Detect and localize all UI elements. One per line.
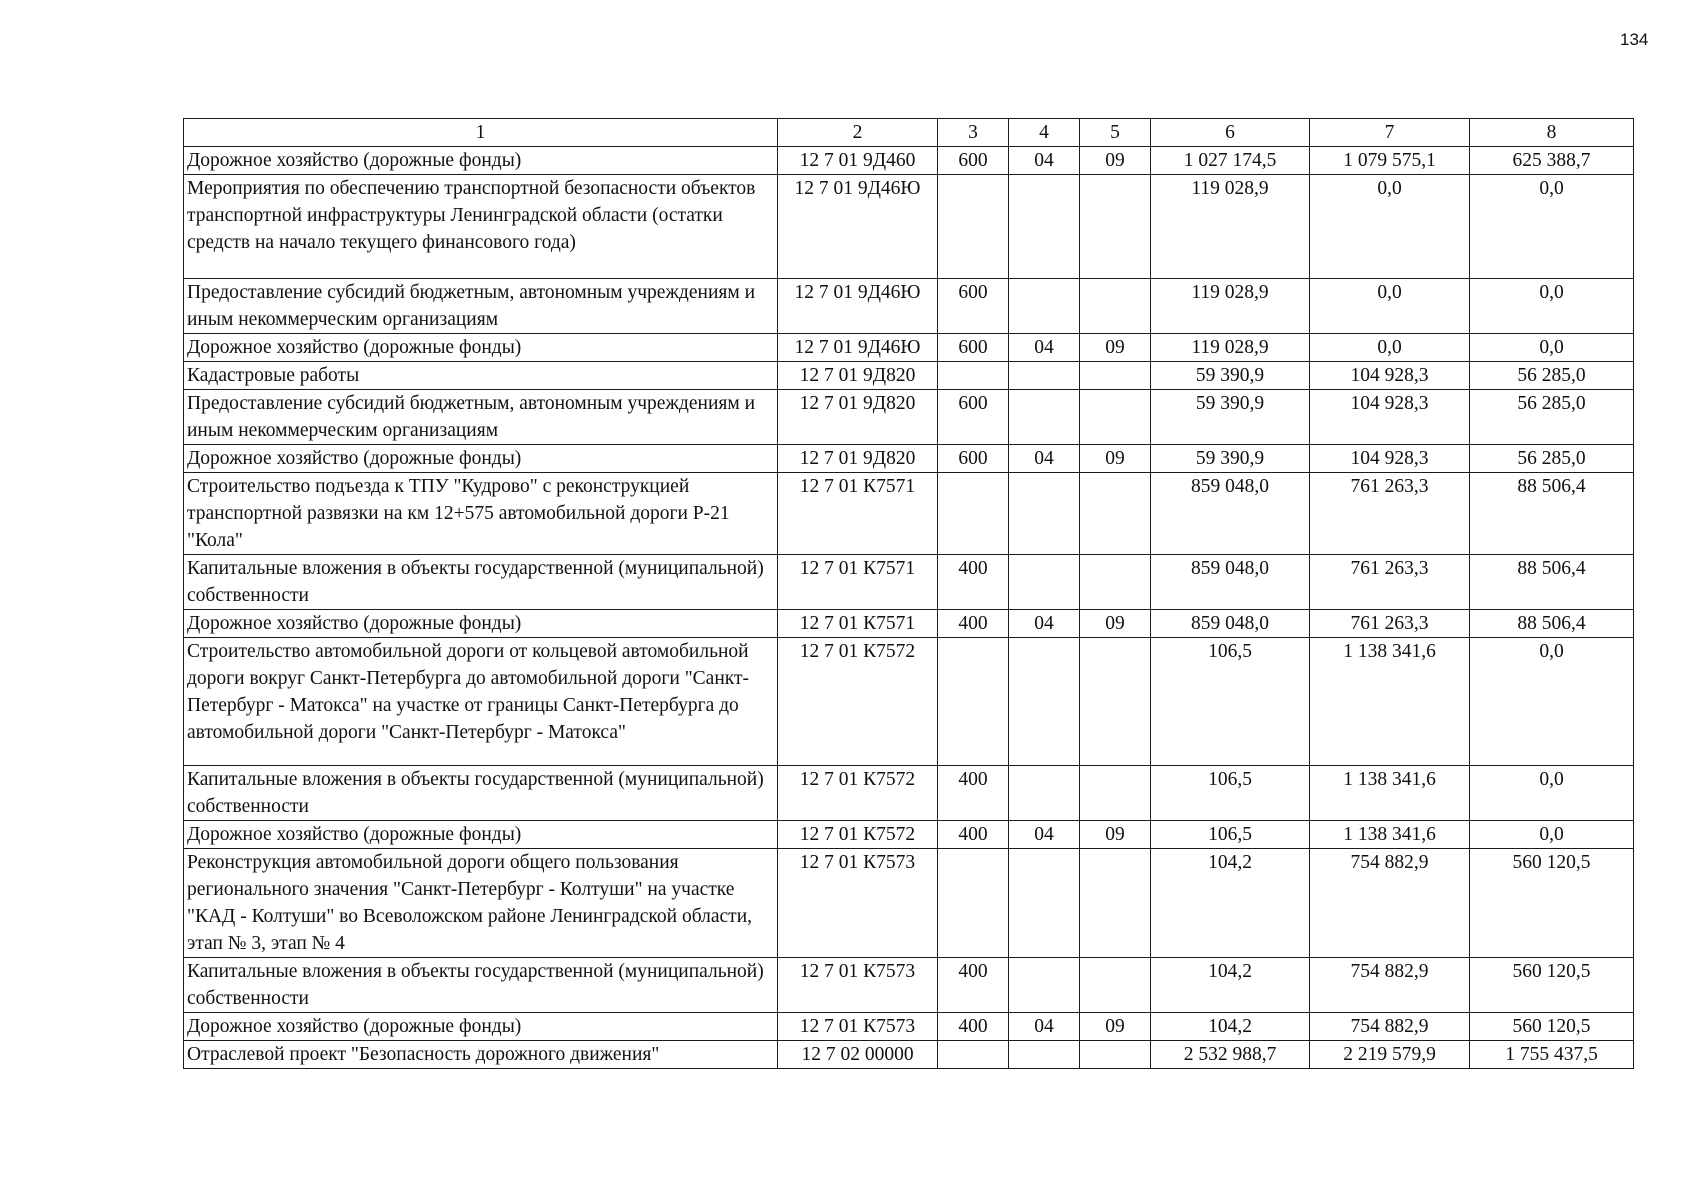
row-value-7: 2 219 579,9	[1310, 1041, 1470, 1069]
row-code: 12 7 01 9Д46Ю	[778, 279, 938, 334]
table-row	[184, 610, 1634, 638]
row-value-7: 104 928,3	[1310, 445, 1470, 473]
row-name: Реконструкция автомобильной дороги общего пользования регионального значения "Санкт-Петербург - Колтуши" на участке "КАД - Колтуши" во Всеволожском районе Ленинградской области, этап № 3, этап № 4	[184, 849, 778, 958]
row-name: Дорожное хозяйство (дорожные фонды)	[184, 610, 778, 638]
budget-table	[183, 118, 1634, 1069]
row-value-6: 59 390,9	[1151, 390, 1310, 445]
row-code: 12 7 02 00000	[778, 1041, 938, 1069]
table-row	[184, 147, 1634, 175]
header-cell: 1	[184, 119, 778, 147]
row-code: 12 7 01 9Д820	[778, 445, 938, 473]
row-col5	[1080, 1041, 1151, 1069]
row-value-6: 859 048,0	[1151, 555, 1310, 610]
table-row	[184, 390, 1634, 445]
row-col3	[938, 638, 1009, 766]
row-value-6: 106,5	[1151, 638, 1310, 766]
row-value-8: 56 285,0	[1470, 362, 1634, 390]
row-value-6: 59 390,9	[1151, 362, 1310, 390]
row-value-7: 761 263,3	[1310, 473, 1470, 555]
row-col5	[1080, 279, 1151, 334]
table-row	[184, 445, 1634, 473]
row-name: Дорожное хозяйство (дорожные фонды)	[184, 821, 778, 849]
row-value-8: 560 120,5	[1470, 1013, 1634, 1041]
header-cell: 6	[1151, 119, 1310, 147]
row-value-8: 88 506,4	[1470, 473, 1634, 555]
row-code: 12 7 01 К7572	[778, 821, 938, 849]
row-name: Строительство подъезда к ТПУ "Кудрово" с реконструкцией транспортной развязки на км 12+575 автомобильной дороги Р-21 "Кола"	[184, 473, 778, 555]
row-value-7: 754 882,9	[1310, 849, 1470, 958]
row-col3: 400	[938, 821, 1009, 849]
row-name: Капитальные вложения в объекты государственной (муниципальной) собственности	[184, 766, 778, 821]
row-value-7: 754 882,9	[1310, 958, 1470, 1013]
row-code: 12 7 01 К7573	[778, 849, 938, 958]
header-cell: 5	[1080, 119, 1151, 147]
row-col5	[1080, 849, 1151, 958]
row-value-7: 1 138 341,6	[1310, 766, 1470, 821]
row-code: 12 7 01 9Д46Ю	[778, 334, 938, 362]
row-col4	[1009, 555, 1080, 610]
row-value-8: 56 285,0	[1470, 445, 1634, 473]
row-value-7: 1 138 341,6	[1310, 638, 1470, 766]
table-row	[184, 849, 1634, 958]
row-name: Предоставление субсидий бюджетным, автономным учреждениям и иным некоммерческим организациям	[184, 279, 778, 334]
row-col3: 400	[938, 555, 1009, 610]
table-row	[184, 279, 1634, 334]
row-col3	[938, 175, 1009, 279]
row-col3	[938, 362, 1009, 390]
row-name: Капитальные вложения в объекты государственной (муниципальной) собственности	[184, 958, 778, 1013]
row-value-7: 761 263,3	[1310, 555, 1470, 610]
row-value-6: 59 390,9	[1151, 445, 1310, 473]
header-row	[184, 119, 1634, 147]
row-col5: 09	[1080, 610, 1151, 638]
row-col4	[1009, 473, 1080, 555]
row-code: 12 7 01 9Д820	[778, 362, 938, 390]
row-name: Строительство автомобильной дороги от кольцевой автомобильной дороги вокруг Санкт-Петербурга до автомобильной дороги "Санкт-Петербург - Матокса" на участке от границы Санкт-Петербурга до автомобильной дороги "Санкт-Петербург - Матокса"	[184, 638, 778, 766]
row-col5	[1080, 390, 1151, 445]
row-code: 12 7 01 К7572	[778, 638, 938, 766]
row-name: Дорожное хозяйство (дорожные фонды)	[184, 147, 778, 175]
row-col5	[1080, 958, 1151, 1013]
row-col4: 04	[1009, 821, 1080, 849]
table-row	[184, 1041, 1634, 1069]
header-cell: 7	[1310, 119, 1470, 147]
row-code: 12 7 01 К7571	[778, 610, 938, 638]
row-col3: 400	[938, 958, 1009, 1013]
row-col4: 04	[1009, 1013, 1080, 1041]
row-name: Дорожное хозяйство (дорожные фонды)	[184, 445, 778, 473]
row-col5: 09	[1080, 445, 1151, 473]
row-col5	[1080, 362, 1151, 390]
row-value-6: 859 048,0	[1151, 473, 1310, 555]
row-value-6: 106,5	[1151, 766, 1310, 821]
row-col3	[938, 473, 1009, 555]
row-value-8: 88 506,4	[1470, 610, 1634, 638]
row-value-6: 119 028,9	[1151, 334, 1310, 362]
row-code: 12 7 01 9Д820	[778, 390, 938, 445]
table-row	[184, 362, 1634, 390]
row-name: Дорожное хозяйство (дорожные фонды)	[184, 1013, 778, 1041]
row-col4	[1009, 390, 1080, 445]
row-name: Отраслевой проект "Безопасность дорожного движения"	[184, 1041, 778, 1069]
row-code: 12 7 01 К7571	[778, 473, 938, 555]
row-col3: 600	[938, 147, 1009, 175]
row-col4: 04	[1009, 445, 1080, 473]
table-row	[184, 958, 1634, 1013]
row-col4	[1009, 362, 1080, 390]
row-name: Кадастровые работы	[184, 362, 778, 390]
row-col4	[1009, 1041, 1080, 1069]
row-name: Дорожное хозяйство (дорожные фонды)	[184, 334, 778, 362]
row-value-6: 104,2	[1151, 1013, 1310, 1041]
row-value-8: 560 120,5	[1470, 958, 1634, 1013]
row-col5	[1080, 555, 1151, 610]
row-col5: 09	[1080, 147, 1151, 175]
page-number: 134	[1620, 30, 1649, 49]
row-col3: 600	[938, 390, 1009, 445]
row-col5	[1080, 638, 1151, 766]
row-value-6: 106,5	[1151, 821, 1310, 849]
row-name: Капитальные вложения в объекты государственной (муниципальной) собственности	[184, 555, 778, 610]
row-value-7: 0,0	[1310, 175, 1470, 279]
row-col3: 600	[938, 445, 1009, 473]
table-row	[184, 821, 1634, 849]
row-value-6: 2 532 988,7	[1151, 1041, 1310, 1069]
header-cell: 8	[1470, 119, 1634, 147]
row-code: 12 7 01 К7572	[778, 766, 938, 821]
row-value-6: 104,2	[1151, 849, 1310, 958]
row-col5: 09	[1080, 334, 1151, 362]
row-value-7: 1 079 575,1	[1310, 147, 1470, 175]
row-col3: 400	[938, 610, 1009, 638]
row-col4	[1009, 175, 1080, 279]
row-value-8: 0,0	[1470, 638, 1634, 766]
row-col4	[1009, 638, 1080, 766]
row-value-8: 56 285,0	[1470, 390, 1634, 445]
row-value-7: 754 882,9	[1310, 1013, 1470, 1041]
row-value-6: 119 028,9	[1151, 279, 1310, 334]
table-row	[184, 1013, 1634, 1041]
row-value-7: 0,0	[1310, 334, 1470, 362]
row-value-8: 1 755 437,5	[1470, 1041, 1634, 1069]
row-value-6: 1 027 174,5	[1151, 147, 1310, 175]
row-col3: 400	[938, 766, 1009, 821]
row-col4	[1009, 958, 1080, 1013]
row-code: 12 7 01 9Д460	[778, 147, 938, 175]
row-col3: 600	[938, 334, 1009, 362]
row-col3: 600	[938, 279, 1009, 334]
row-col5: 09	[1080, 821, 1151, 849]
row-col5	[1080, 766, 1151, 821]
table-row	[184, 473, 1634, 555]
row-col5	[1080, 473, 1151, 555]
row-name: Предоставление субсидий бюджетным, автономным учреждениям и иным некоммерческим организациям	[184, 390, 778, 445]
row-value-7: 104 928,3	[1310, 362, 1470, 390]
row-code: 12 7 01 К7573	[778, 1013, 938, 1041]
row-value-8: 88 506,4	[1470, 555, 1634, 610]
row-value-7: 1 138 341,6	[1310, 821, 1470, 849]
table-row	[184, 766, 1634, 821]
row-code: 12 7 01 9Д46Ю	[778, 175, 938, 279]
row-code: 12 7 01 К7571	[778, 555, 938, 610]
row-value-8: 625 388,7	[1470, 147, 1634, 175]
row-col4: 04	[1009, 334, 1080, 362]
row-value-6: 119 028,9	[1151, 175, 1310, 279]
row-value-8: 0,0	[1470, 334, 1634, 362]
table-row	[184, 334, 1634, 362]
header-cell: 4	[1009, 119, 1080, 147]
header-cell: 2	[778, 119, 938, 147]
row-value-8: 0,0	[1470, 279, 1634, 334]
row-col4	[1009, 849, 1080, 958]
row-col3	[938, 849, 1009, 958]
row-col4: 04	[1009, 147, 1080, 175]
row-col5	[1080, 175, 1151, 279]
row-value-7: 761 263,3	[1310, 610, 1470, 638]
row-value-8: 0,0	[1470, 821, 1634, 849]
row-name: Мероприятия по обеспечению транспортной безопасности объектов транспортной инфраструктуры Ленинградской области (остатки средств на начало текущего финансового года)	[184, 175, 778, 279]
row-value-7: 0,0	[1310, 279, 1470, 334]
table-row	[184, 638, 1634, 766]
row-col3: 400	[938, 1013, 1009, 1041]
row-col5: 09	[1080, 1013, 1151, 1041]
table-row	[184, 555, 1634, 610]
row-col4	[1009, 279, 1080, 334]
row-value-8: 0,0	[1470, 766, 1634, 821]
row-value-7: 104 928,3	[1310, 390, 1470, 445]
row-value-8: 560 120,5	[1470, 849, 1634, 958]
row-value-6: 104,2	[1151, 958, 1310, 1013]
header-cell: 3	[938, 119, 1009, 147]
row-value-8: 0,0	[1470, 175, 1634, 279]
row-code: 12 7 01 К7573	[778, 958, 938, 1013]
row-col4: 04	[1009, 610, 1080, 638]
row-value-6: 859 048,0	[1151, 610, 1310, 638]
row-col3	[938, 1041, 1009, 1069]
table-row	[184, 175, 1634, 279]
row-col4	[1009, 766, 1080, 821]
